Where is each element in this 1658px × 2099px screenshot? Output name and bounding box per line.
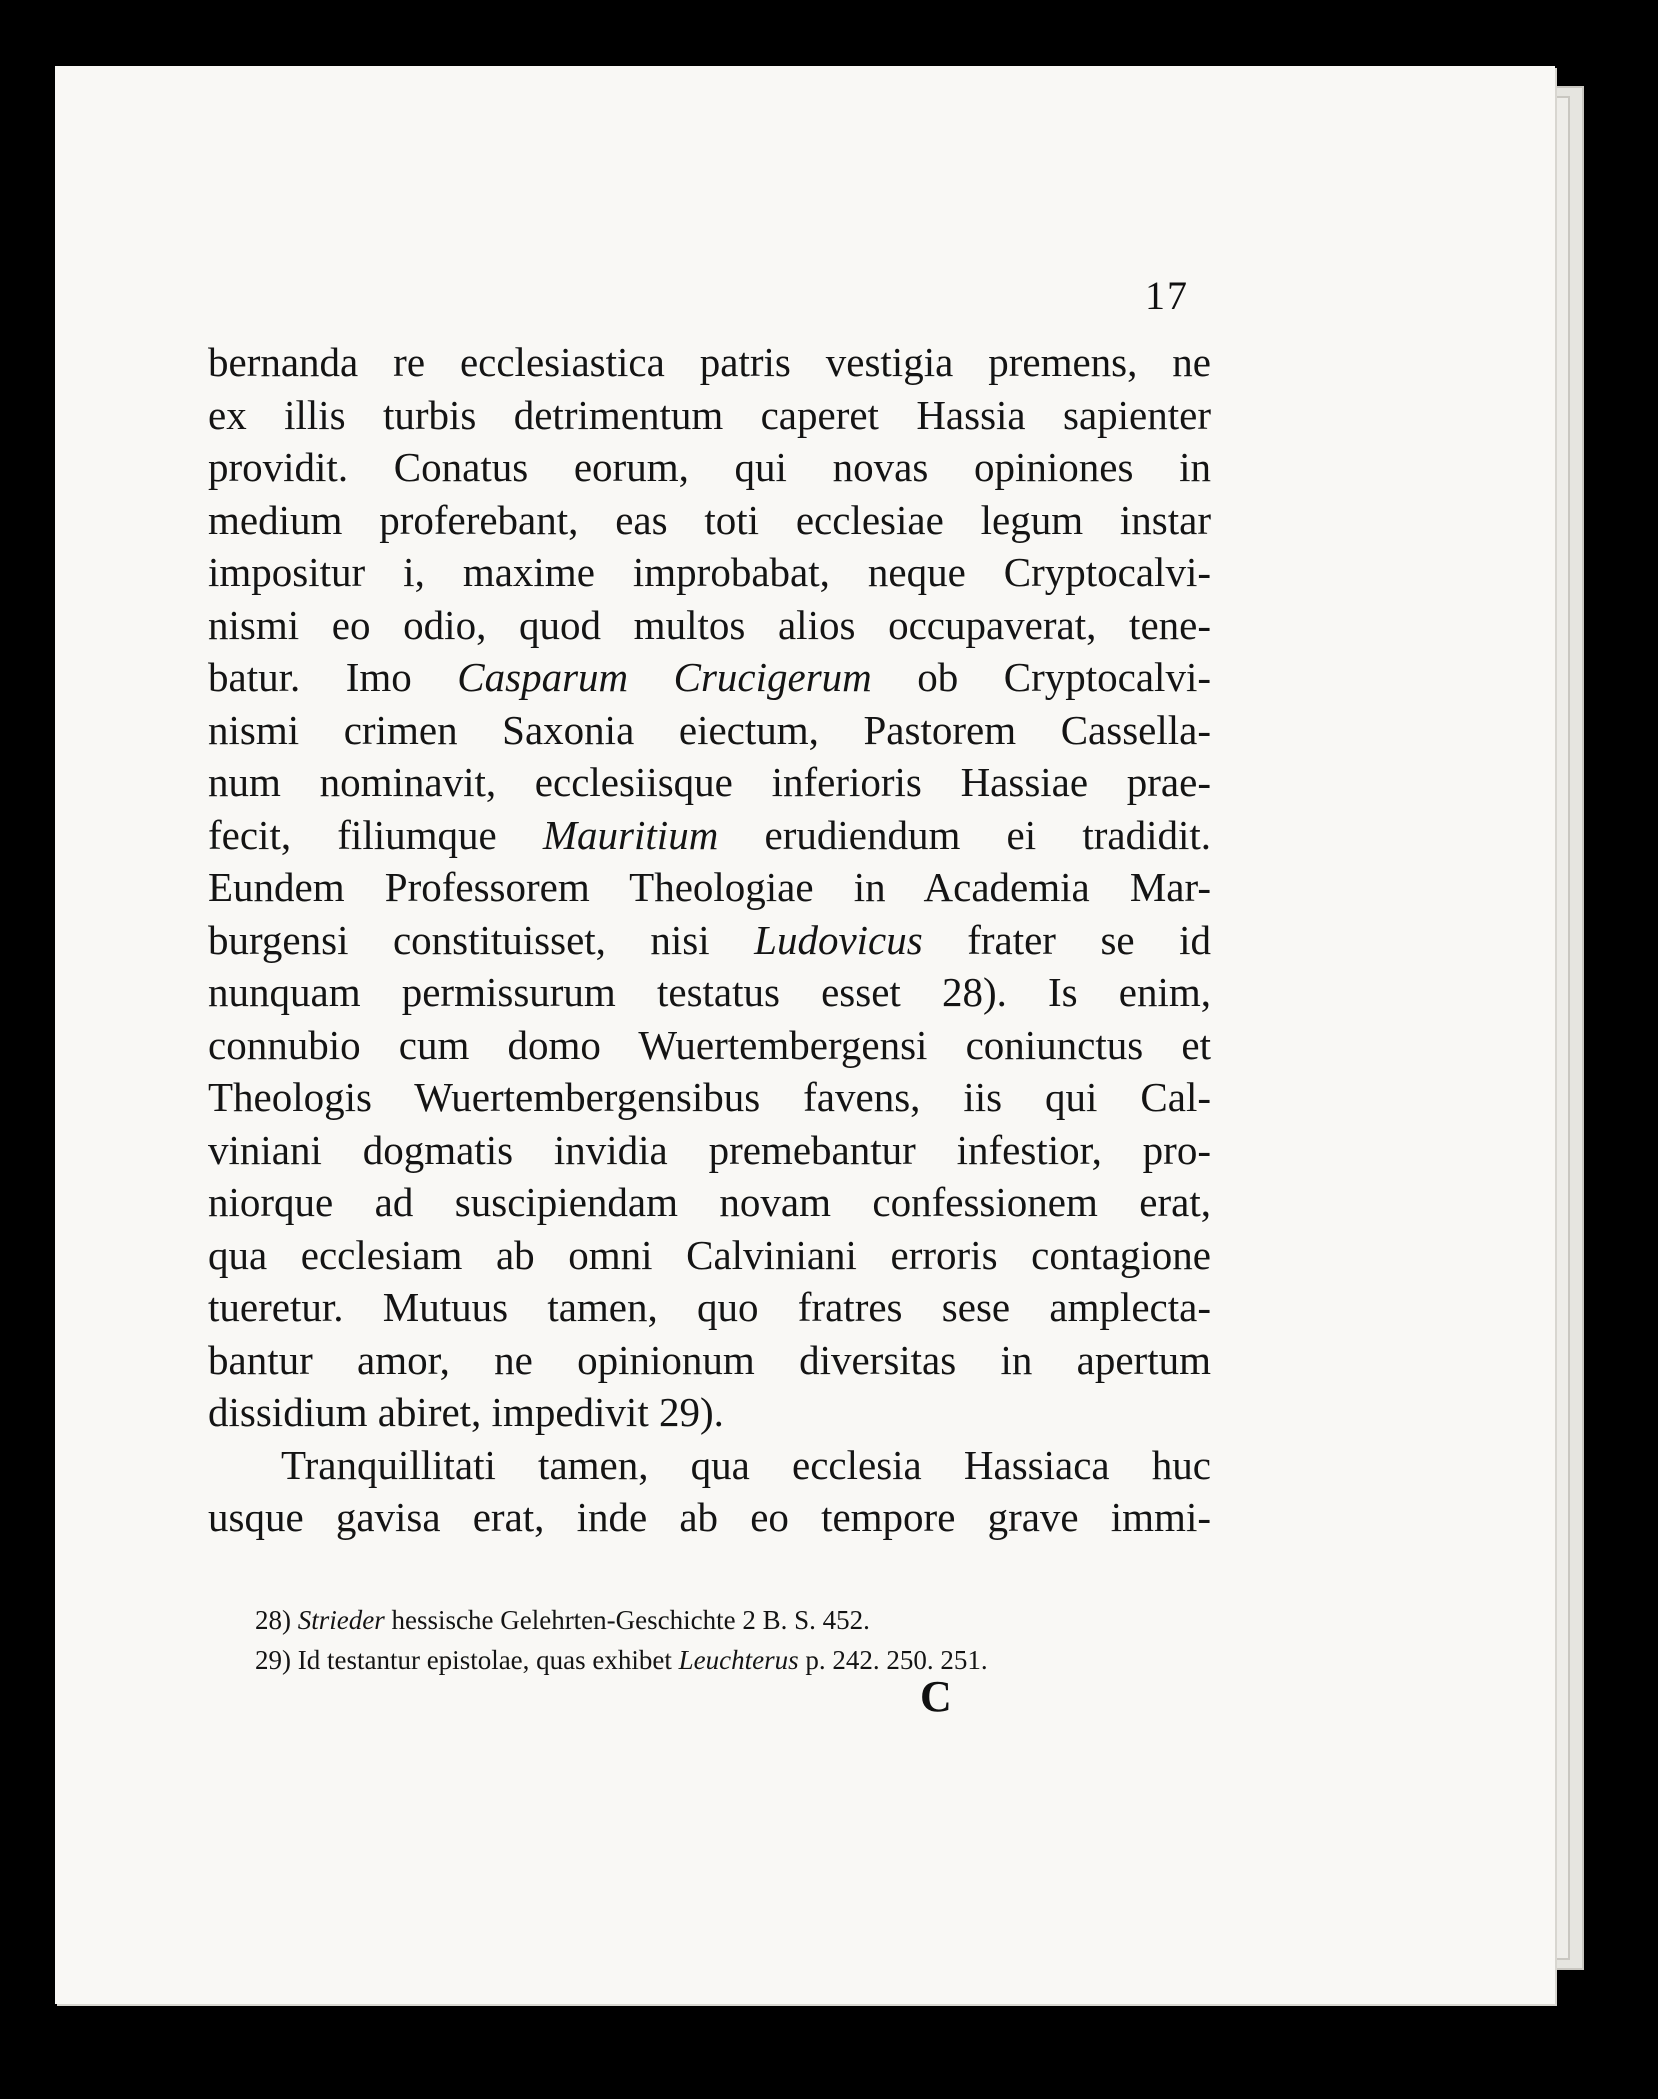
text-run: 28) — [255, 1605, 298, 1635]
text-run: Eundem Professorem Theologiae in Academia Mar- — [208, 864, 1211, 910]
text-run: p. 242. 250. 251. — [798, 1645, 988, 1675]
text-run: nunquam permissurum testatus esset 28). Is enim, — [208, 969, 1211, 1015]
italic-name: Mauritium — [542, 811, 719, 858]
text-line — [208, 651, 1211, 704]
text-line — [208, 336, 1211, 389]
text-line — [208, 914, 1211, 967]
italic-name: Ludovicus — [754, 916, 923, 963]
text-run: nismi crimen Saxonia eiectum, Pastorem Cassella- — [208, 706, 1211, 753]
footnotes — [255, 1600, 1215, 1680]
footnote — [255, 1640, 1215, 1680]
text-run: usque gavisa erat, inde ab eo tempore grave immi- — [208, 1494, 1211, 1540]
text-run: Tranquillitati tamen, qua ecclesia Hassiaca huc — [281, 1441, 1211, 1488]
text-line — [208, 1281, 1211, 1334]
text-run: num nominavit, ecclesiisque inferioris Hassiae prae- — [208, 759, 1211, 805]
text-run: ex illis turbis detrimentum caperet Hassia sapienter — [208, 391, 1211, 438]
text-run: tueretur. Mutuus tamen, quo fratres sese amplecta- — [208, 1284, 1211, 1330]
text-line — [208, 756, 1211, 809]
text-run: qua ecclesiam ab omni Calviniani erroris contagione — [208, 1231, 1211, 1278]
body-text — [208, 336, 1211, 1544]
text-run: burgensi constituisset, nisi — [208, 916, 755, 963]
text-run: erudiendum ei tradidit. — [718, 811, 1211, 858]
text-run: bernanda re ecclesiastica patris vestigia premens, ne — [208, 339, 1211, 385]
text-run: viniani dogmatis invidia premebantur infestior, pro- — [208, 1126, 1211, 1173]
text-run: niorque ad suscipiendam novam confessionem erat, — [208, 1179, 1211, 1225]
text-line — [208, 599, 1211, 652]
text-line — [208, 1019, 1211, 1072]
text-line — [208, 861, 1211, 914]
signature-mark: C — [920, 1672, 952, 1721]
italic-name: Leuchterus — [678, 1645, 799, 1675]
text-run: connubio cum domo Wuertembergensi coniunctus et — [208, 1021, 1211, 1068]
text-run: Theologis Wuertembergensibus favens, iis qui Cal- — [208, 1074, 1211, 1120]
text-line — [208, 441, 1211, 494]
text-run: fecit, filiumque — [208, 811, 543, 858]
text-line — [208, 494, 1211, 547]
text-run: 29) Id testantur epistolae, quas exhibet — [255, 1645, 679, 1675]
text-run: impositur i, maxime improbabat, neque Cryptocalvi- — [208, 549, 1211, 595]
text-line — [208, 1229, 1211, 1282]
text-run: dissidium abiret, impedivit 29). — [208, 1389, 724, 1435]
text-run: hessische Gelehrten-Geschichte 2 B. S. 452. — [384, 1605, 870, 1635]
text-line — [208, 1386, 1211, 1439]
italic-name: Strieder — [297, 1605, 385, 1635]
text-run: ob Cryptocalvi- — [871, 654, 1211, 700]
text-line — [208, 1439, 1211, 1492]
page-number: 17 — [1145, 273, 1189, 318]
text-run: medium proferebant, eas toti ecclesiae legum instar — [208, 496, 1211, 543]
text-run: providit. Conatus eorum, qui novas opiniones in — [208, 444, 1211, 490]
text-line — [208, 546, 1211, 599]
text-line — [208, 1176, 1211, 1229]
text-line — [208, 704, 1211, 757]
text-run: frater se id — [922, 916, 1211, 963]
footnote — [255, 1600, 1215, 1640]
text-line — [208, 809, 1211, 862]
text-run: batur. Imo — [208, 654, 458, 700]
text-line — [208, 389, 1211, 442]
text-line — [208, 966, 1211, 1019]
text-line — [208, 1124, 1211, 1177]
text-run: bantur amor, ne opinionum diversitas in apertum — [208, 1336, 1211, 1383]
text-run: nismi eo odio, quod multos alios occupaverat, tene- — [208, 601, 1211, 648]
text-line — [208, 1071, 1211, 1124]
text-line — [208, 1491, 1211, 1544]
italic-name: Casparum Crucigerum — [457, 654, 872, 700]
text-line — [208, 1334, 1211, 1387]
book-page — [55, 66, 1555, 2004]
